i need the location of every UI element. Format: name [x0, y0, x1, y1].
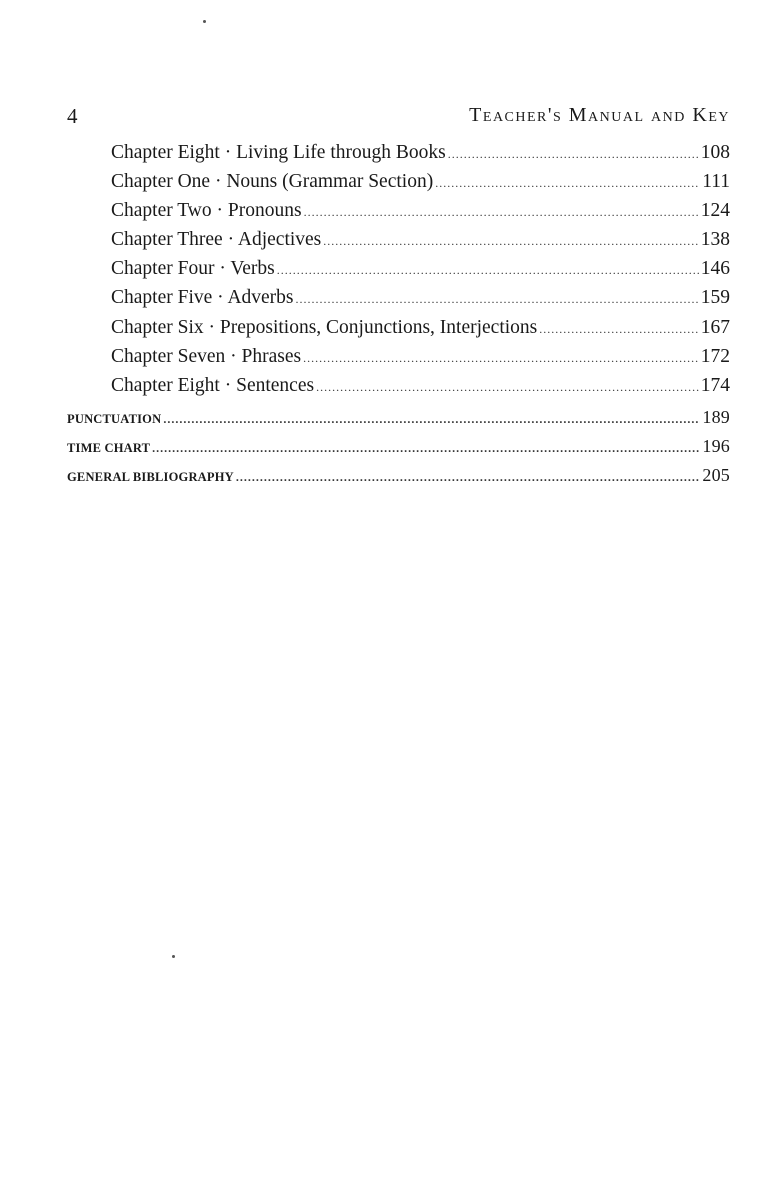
toc-entry — [111, 375, 730, 397]
toc-section-entry — [67, 436, 730, 457]
dot-leader — [539, 317, 699, 339]
dot-leader — [435, 171, 700, 193]
toc-entry-title: Chapter Eight · Living Life through Books — [111, 142, 446, 163]
page-number: 4 — [67, 104, 78, 128]
toc-entry-title: Chapter Seven · Phrases — [111, 346, 302, 367]
toc-entry — [111, 258, 730, 280]
scan-speck — [203, 20, 206, 23]
toc-entry — [111, 171, 730, 193]
toc-entry — [111, 346, 730, 368]
toc-entry — [111, 229, 730, 251]
toc-entry-page: 172 — [700, 346, 730, 367]
toc-entry-page: 167 — [700, 317, 730, 338]
dot-leader — [152, 441, 700, 456]
dot-leader — [163, 412, 700, 427]
dot-leader — [303, 346, 699, 368]
toc-entry-page: 174 — [700, 375, 730, 396]
toc-entry — [111, 142, 730, 164]
toc-section-page: 196 — [702, 436, 730, 456]
toc-entry-title: Chapter Two · Pronouns — [111, 200, 302, 221]
toc-entry-title: Chapter One · Nouns (Grammar Section) — [111, 171, 434, 192]
toc-entry-page: 146 — [700, 258, 730, 279]
toc-entry-page: 159 — [700, 287, 730, 308]
dot-leader — [304, 200, 699, 222]
toc-entry-title: Chapter Four · Verbs — [111, 258, 275, 279]
toc-entry-title: Chapter Eight · Sentences — [111, 375, 315, 396]
toc-section-page: 189 — [702, 407, 730, 427]
dot-leader — [296, 287, 699, 309]
toc-section-entry — [67, 407, 730, 428]
toc-entry-page: 108 — [700, 142, 730, 163]
scan-speck — [172, 955, 175, 958]
dot-leader — [316, 375, 699, 397]
dot-leader — [448, 142, 699, 164]
running-head: Teacher's Manual and Key — [469, 104, 730, 126]
toc-entry-page: 138 — [700, 229, 730, 250]
toc-entry-title: Chapter Six · Prepositions, Conjunctions, Interjections — [111, 317, 538, 338]
toc-section-title: TIME CHART — [67, 441, 151, 455]
toc-section-title: GENERAL BIBLIOGRAPHY — [67, 470, 234, 484]
dot-leader — [323, 229, 698, 251]
toc-entry-page: 124 — [700, 200, 730, 221]
toc-section-page: 205 — [702, 465, 730, 485]
dot-leader — [236, 470, 701, 485]
dot-leader — [277, 258, 699, 280]
toc-entry — [111, 200, 730, 222]
toc-entry-title: Chapter Five · Adverbs — [111, 287, 294, 308]
toc-entry — [111, 287, 730, 309]
toc-entry — [111, 317, 730, 339]
toc-entry-page: 111 — [702, 171, 730, 192]
toc-section-title: PUNCTUATION — [67, 412, 162, 426]
toc-entry-title: Chapter Three · Adjectives — [111, 229, 322, 250]
toc-section-entry — [67, 465, 730, 486]
